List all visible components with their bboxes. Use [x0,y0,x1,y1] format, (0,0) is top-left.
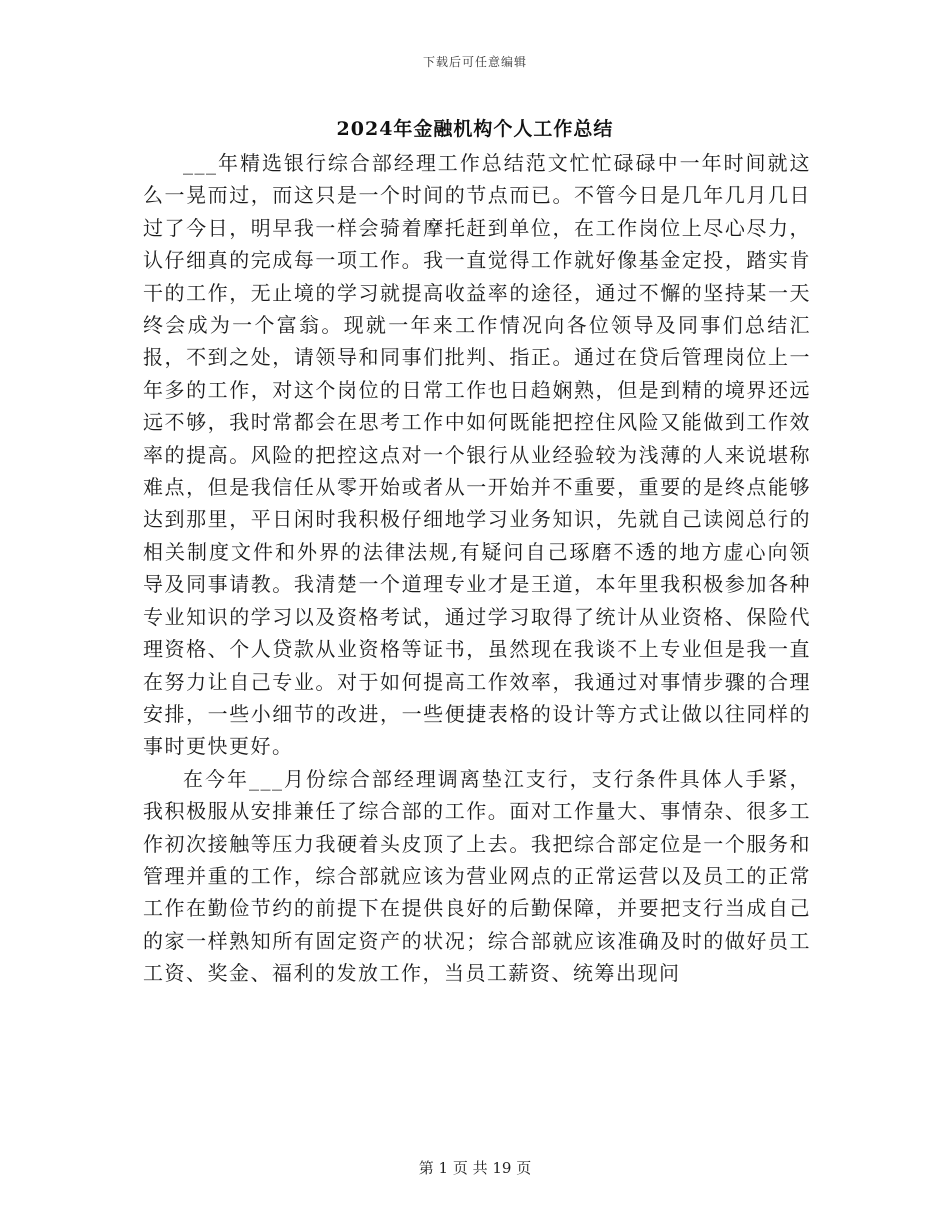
paragraph-1: ___年精选银行综合部经理工作总结范文忙忙碌碌中一年时间就这么一晃而过，而这只是一个时间的节点而已。不管今日是几年几月几日过了今日，明早我一样会骑着摩托赶到单位，在工作岗位上尽心尽力，认仔细真的完成每一项工作。我一直觉得工作就好像基金定投，踏实肯干的工作，无止境的学习就提高收益率的途径，通过不懈的坚持某一天终会成为一个富翁。现就一年来工作情况向各位领导及同事们总结汇报，不到之处，请领导和同事们批判、指正。通过在贷后管理岗位上一年多的工作，对这个岗位的日常工作也日趋娴熟，但是到精的境界还远远不够，我时常都会在思考工作中如何既能把控住风险又能做到工作效率的提高。风险的把控这点对一个银行从业经验较为浅薄的人来说堪称难点，但是我信任从零开始或者从一开始并不重要，重要的是终点能够达到那里，平日闲时我积极仔细地学习业务知识，先就自己读阅总行的相关制度文件和外界的法律法规,有疑问自己琢磨不透的地方虚心向领导及同事请教。我清楚一个道理专业才是王道，本年里我积极参加各种专业知识的学习以及资格考试，通过学习取得了统计从业资格、保险代理资格、个人贷款从业资格等证书，虽然现在我谈不上专业但是我一直在努力让自己专业。对于如何提高工作效率，我通过对事情步骤的合理安排，一些小细节的改进，一些便捷表格的设计等方式让做以往同样的事时更快更好。 [143,151,811,759]
page-number-footer: 第 1 页 共 19 页 [418,1159,532,1177]
document-title: 2024年金融机构个人工作总结 [336,118,614,140]
header-note: 下载后可任意编辑 [422,55,527,69]
document-body [143,147,811,990]
paragraph-2: 在今年___月份综合部经理调离垫江支行，支行条件具体人手紧，我积极服从安排兼任了综合部的工作。面对工作量大、事情杂、很多工作初次接触等压力我硬着头皮顶了上去。我把综合部定位是一个服务和管理并重的工作，综合部就应该为营业网点的正常运营以及员工的正常工作在勤俭节约的前提下在提供良好的后勤保障，并要把支行当成自己的家一样熟知所有固定资产的状况；综合部就应该准确及时的做好员工工资、奖金、福利的发放工作，当员工薪资、统筹出现问 [143,766,811,986]
